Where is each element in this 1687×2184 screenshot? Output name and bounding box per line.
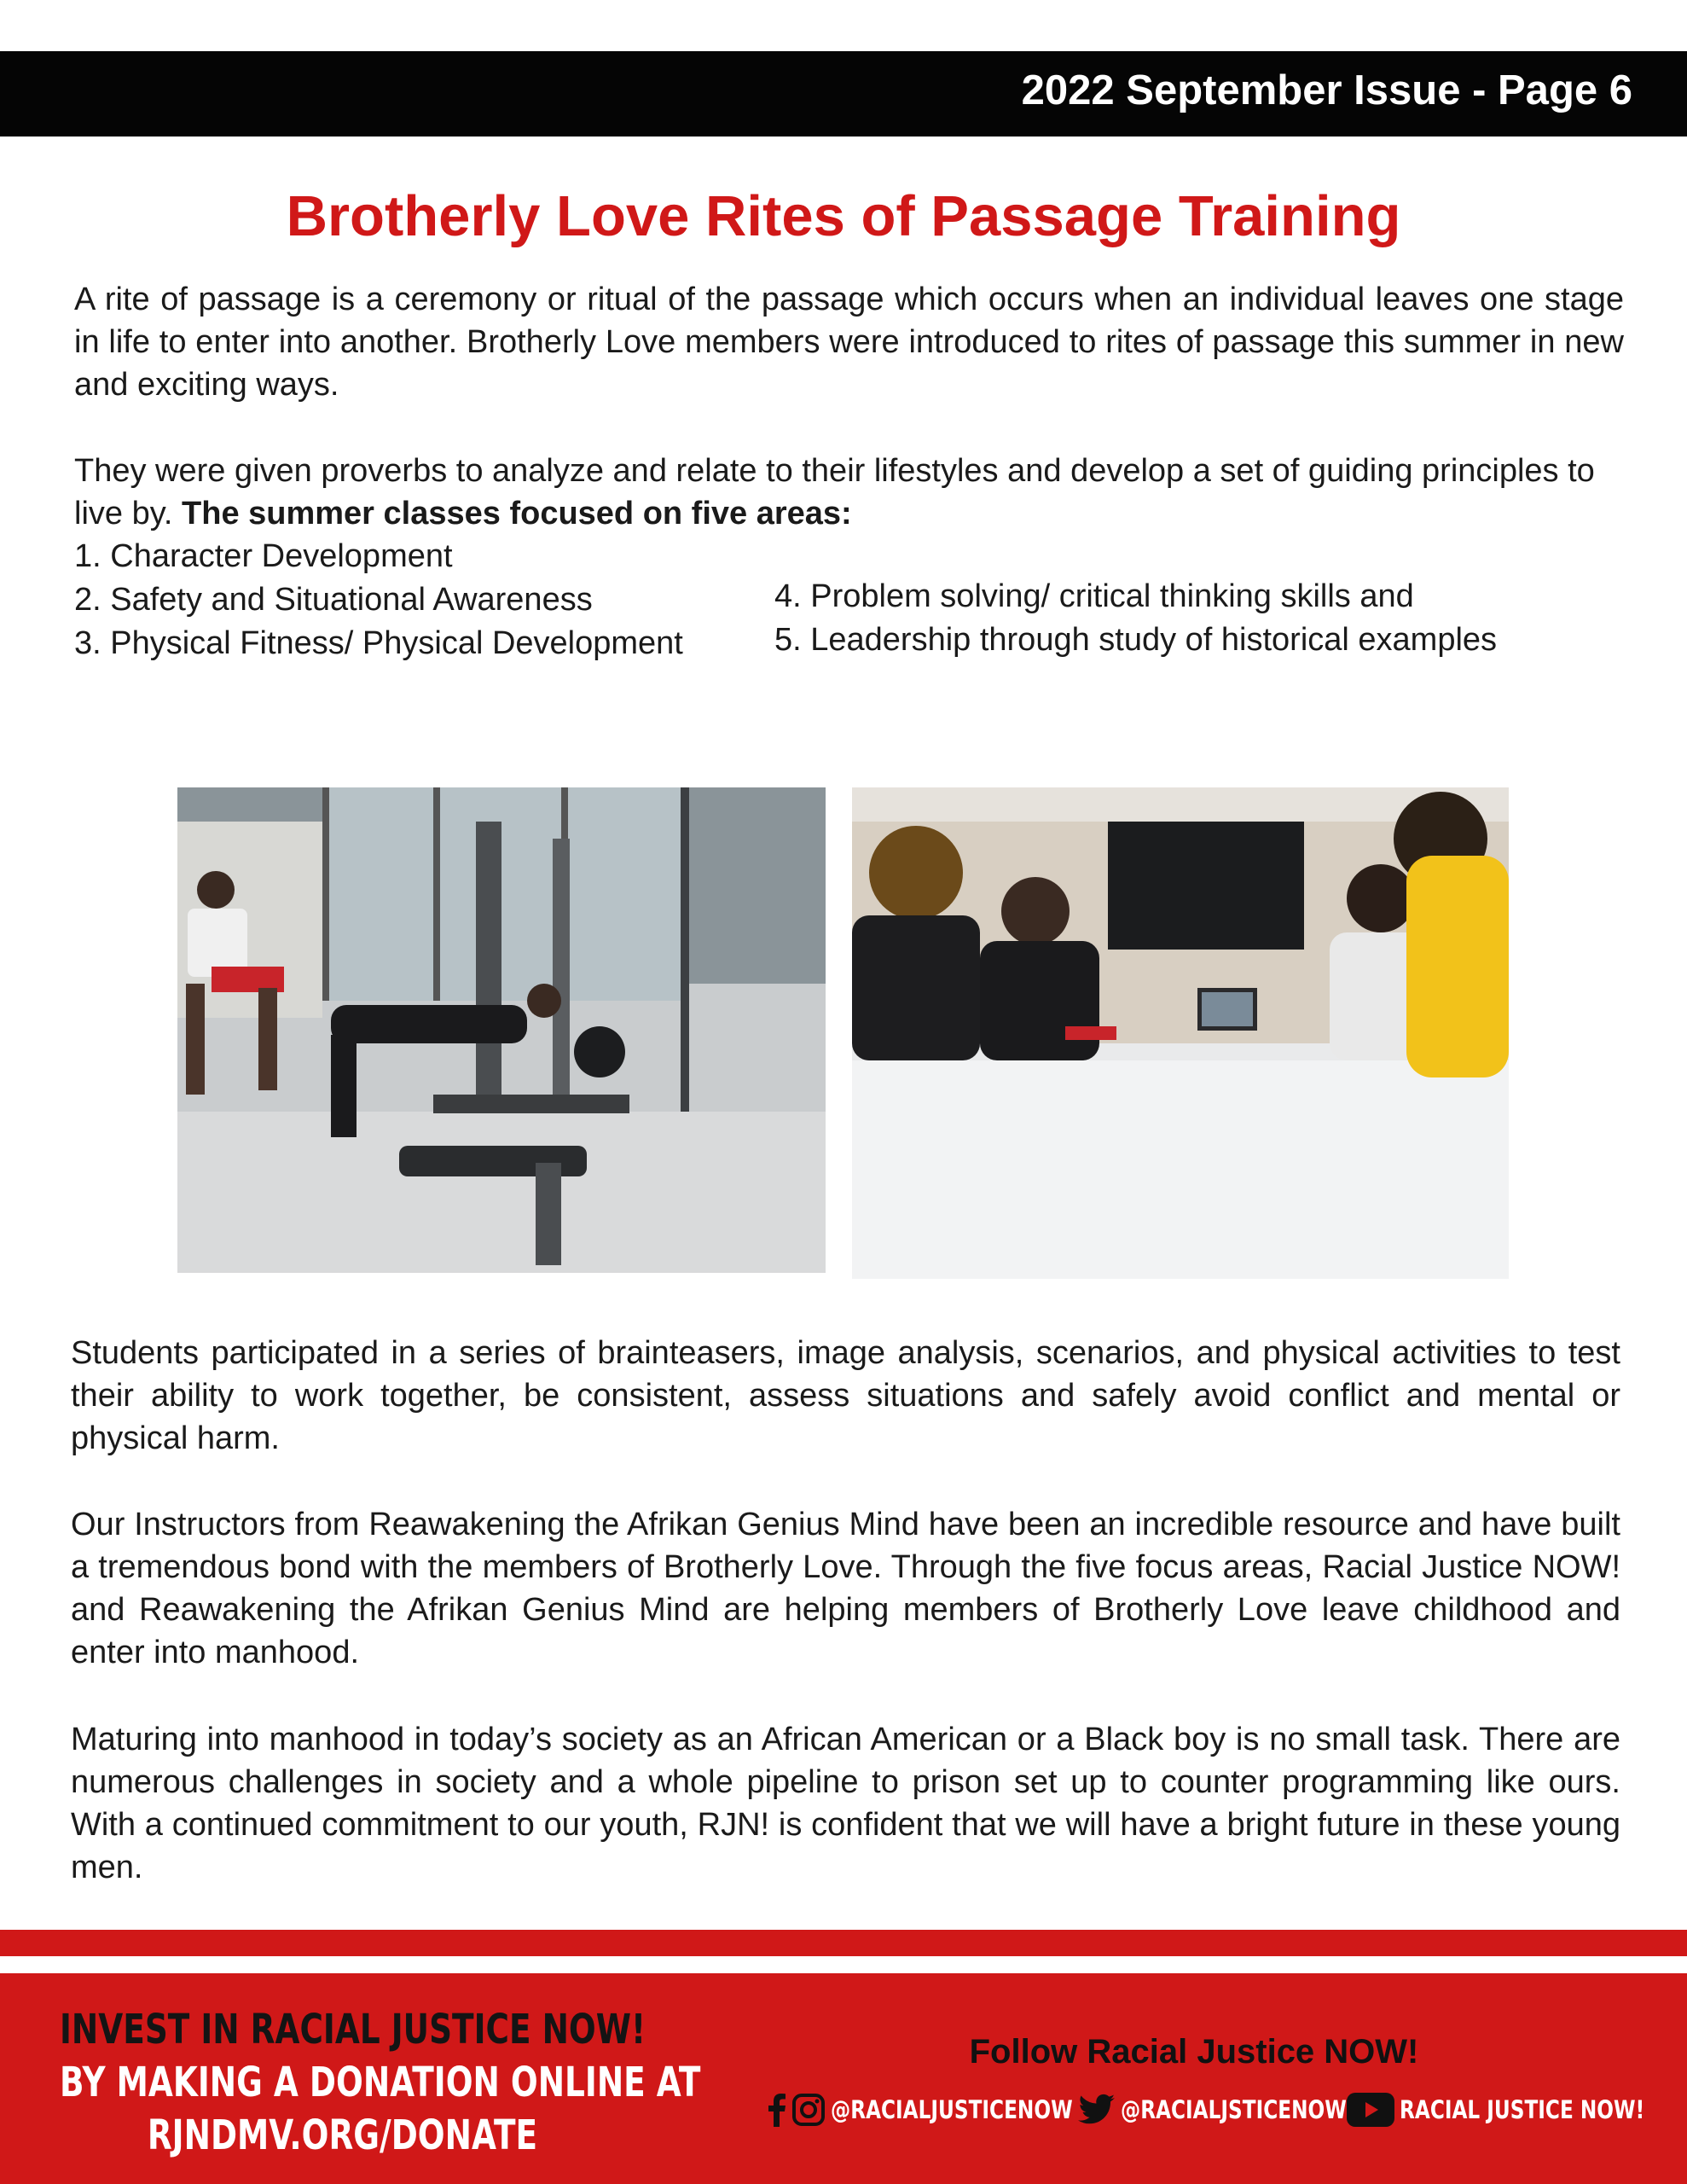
follow-heading: Follow Racial Justice NOW! [969,2033,1419,2071]
focus-item: 2. Safety and Situational Awareness [74,582,593,618]
focus-list-right [774,575,1497,662]
twitter-handle[interactable]: @RACIALJSTICENOW [1121,2095,1347,2124]
proverbs-text: They were given proverbs to analyze and relate to their lifestyles and develop a set of guiding principles to live by. [74,453,1595,531]
footer [0,1973,1687,2184]
twitter-icon[interactable] [1078,2094,1116,2126]
students-paragraph: Students participated in a series of brainteasers, image analysis, scenarios, and physical activities to test their ability to work together, be consistent, assess situations and safely avoid conflict and mental or physical harm. [71,1335,1620,1456]
maturing-paragraph: Maturing into manhood in today’s society as an African American or a Black boy is no small task. There are numerous challenges in society and a whole pipeline to prison set up to counter programming like ours. With a continued commitment to our youth, RJN! is confident that we will have a bright future in these young men. [71,1722,1620,1885]
proverbs-paragraph [74,450,1624,535]
donate-link[interactable]: RJNDMV.ORG/DONATE [147,2111,538,2159]
focus-item: 1. Character Development [74,538,453,574]
focus-item: 4. Problem solving/ critical thinking skills and [774,578,1414,614]
focus-item: 3. Physical Fitness/ Physical Development [74,625,683,661]
facebook-icon[interactable] [768,2093,786,2127]
intro-paragraph: A rite of passage is a ceremony or ritual of the passage which occurs when an individual leaves one stage in life to enter into another. Brotherly Love members were introduced to rites of passage this summer in new and exciting ways. [74,282,1624,403]
focus-heading: The summer classes focused on five areas: [182,496,852,531]
article-title: Brotherly Love Rites of Passage Training [286,184,1401,248]
donate-block [60,2003,701,2162]
donate-line: INVEST IN RACIAL JUSTICE NOW! [60,2006,646,2053]
donate-line: BY MAKING A DONATION ONLINE AT [60,2059,701,2106]
social-links [768,2084,1646,2135]
youtube-handle[interactable]: RACIAL JUSTICE NOW! [1400,2095,1645,2124]
gym-photo [177,787,826,1273]
instagram-handle[interactable]: @RACIALJUSTICENOW [831,2095,1073,2124]
red-divider [0,1930,1687,1956]
meeting-photo [852,787,1509,1279]
instagram-icon[interactable] [791,2093,826,2127]
instructors-paragraph: Our Instructors from Reawakening the Afrikan Genius Mind have been an incredible resource and have built a tremendous bond with the members of Brotherly Love. Through the five focus areas, Racial Justice NOW! and Reawakening the Afrikan Genius Mind are helping members of Brotherly Love leave childhood and enter into manhood. [71,1507,1620,1670]
focus-item: 5. Leadership through study of historical examples [774,622,1498,658]
header-bar [0,51,1687,136]
focus-list-left [74,535,683,665]
issue-label: 2022 September Issue - Page 6 [1021,67,1632,113]
youtube-icon[interactable] [1347,2093,1394,2127]
